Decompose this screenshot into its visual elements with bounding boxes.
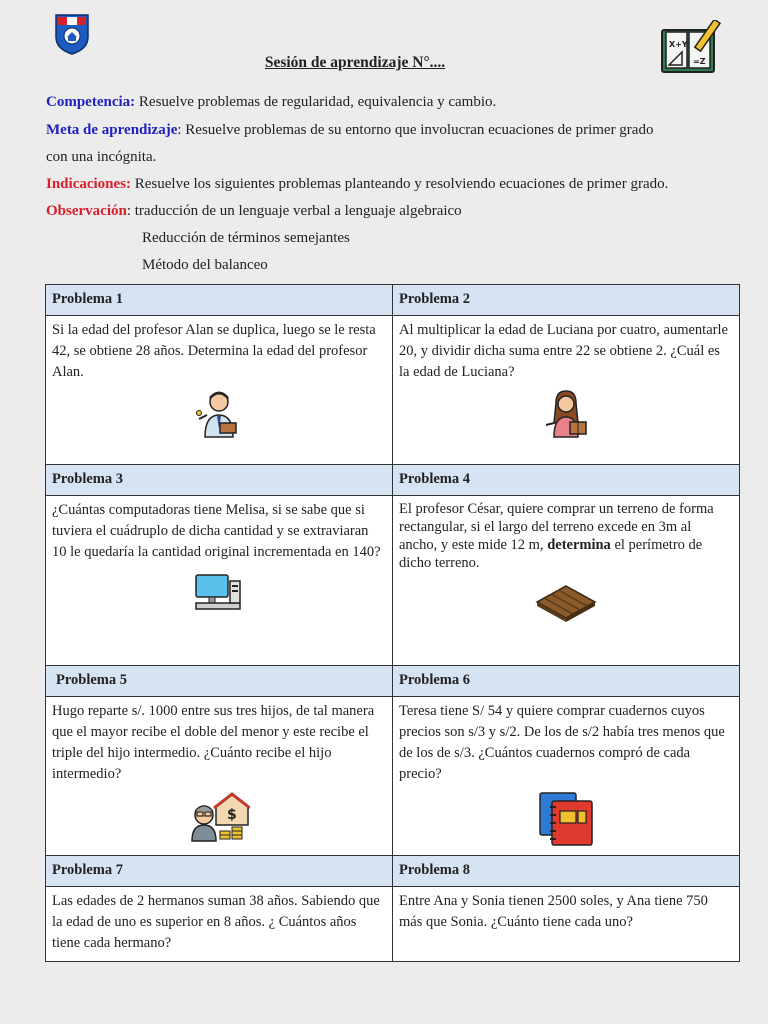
notebooks-icon <box>536 791 596 847</box>
problem-6-label: Problema 6 <box>393 666 740 697</box>
meta-text-1: : Resuelve problemas de su entorno que involucran ecuaciones de primer grado <box>177 122 654 138</box>
problem-8-label: Problema 8 <box>393 856 740 887</box>
problem-1-text: Si la edad del profesor Alan se duplica, luego se le resta 42, se obtiene 28 años. Determina la edad del profesor Alan. <box>52 322 376 380</box>
indicaciones-text: Resuelve los siguientes problemas planteando y resolviendo ecuaciones de primer grado. <box>131 176 669 192</box>
meta-line-2 <box>46 149 156 166</box>
problem-1-label: Problema 1 <box>46 285 393 316</box>
title-dots: .... <box>429 54 446 71</box>
problem-6-cell <box>393 697 740 856</box>
problem-7-cell <box>46 887 393 962</box>
session-title <box>0 54 710 72</box>
inheritance-icon <box>188 791 250 843</box>
competencia-label: Competencia: <box>46 94 136 110</box>
observacion-item-3: Método del balanceo <box>142 257 268 273</box>
indicaciones-label: Indicaciones: <box>46 176 132 192</box>
problem-5-label: Problema 5 <box>46 666 393 697</box>
problems-table <box>45 284 740 962</box>
problem-4-label: Problema 4 <box>393 465 740 496</box>
indicaciones-line <box>46 176 668 193</box>
meta-text-2: con una incógnita. <box>46 149 157 165</box>
girl-reading-icon <box>542 389 590 439</box>
title-text: Sesión de aprendizaje N° <box>264 54 430 71</box>
problem-8-text: Entre Ana y Sonia tienen 2500 soles, y Ana tiene 750 más que Sonia. ¿Cuánto tiene cada uno? <box>399 893 708 930</box>
svg-text:X+Y: X+Y <box>669 40 688 49</box>
problem-5-text: Hugo reparte s/. 1000 entre sus tres hijos, de tal manera que el mayor recibe el doble del menor y este recibe el triple del hijo intermedio. ¿Cuánto recibe el hijo intermedio? <box>52 703 375 782</box>
observacion-line <box>46 203 462 220</box>
problem-2-text: Al multiplicar la edad de Luciana por cuatro, aumentarle 20, y dividir dicha suma entre 22 se obtiene 2. ¿Cuál es la edad de Luciana? <box>399 322 728 380</box>
problem-4-text-bold: determina <box>547 537 611 553</box>
svg-text:$: $ <box>227 807 237 823</box>
svg-text:=Z: =Z <box>693 57 706 66</box>
problem-4-text-start: El profesor César, quiere comprar un terreno de forma rectangular, si el largo del terreno excede en 3m al ancho, y este mide 12 m, <box>399 501 714 553</box>
competencia-line <box>46 94 496 111</box>
meta-label: Meta de aprendizaje <box>46 122 178 138</box>
problem-8-cell <box>393 887 740 962</box>
problem-7-label: Problema 7 <box>46 856 393 887</box>
problem-2-label: Problema 2 <box>393 285 740 316</box>
observacion-text: : traducción de un lenguaje verbal a lenguaje algebraico <box>126 203 462 219</box>
problem-7-text: Las edades de 2 hermanos suman 38 años. Sabiendo que la edad de uno es superior en 8 años. ¿ Cuántos años tiene cada hermano? <box>52 893 380 951</box>
problem-3-cell <box>46 496 393 666</box>
school-shield-logo <box>54 13 90 55</box>
problem-4-text-end: el perímetro de dicho terreno. <box>399 537 703 571</box>
teacher-icon <box>195 389 243 439</box>
problem-1-cell <box>46 316 393 465</box>
meta-line <box>46 122 653 139</box>
problem-4-text <box>399 500 733 572</box>
observacion-label: Observación <box>46 203 127 219</box>
problem-5-cell <box>46 697 393 856</box>
problem-3-text: ¿Cuántas computadoras tiene Melisa, si se sabe que si tuviera el cuádruplo de dicha cantidad y se extraviaran 10 le quedaría la cantidad original incrementada en 140? <box>52 502 381 560</box>
land-plot-icon <box>535 584 597 624</box>
observacion-item-2: Reducción de términos semejantes <box>142 230 350 246</box>
problem-6-text: Teresa tiene S/ 54 y quiere comprar cuadernos cuyos precios son s/3 y s/2. De los de s/2 había tres menos que de los de s/3. ¿Cuántos cuadernos compró de cada precio? <box>399 703 725 782</box>
problem-2-cell <box>393 316 740 465</box>
problem-3-label: Problema 3 <box>46 465 393 496</box>
problem-4-cell <box>393 496 740 666</box>
competencia-text: Resuelve problemas de regularidad, equivalencia y cambio. <box>135 94 497 110</box>
computer-icon <box>194 573 244 613</box>
